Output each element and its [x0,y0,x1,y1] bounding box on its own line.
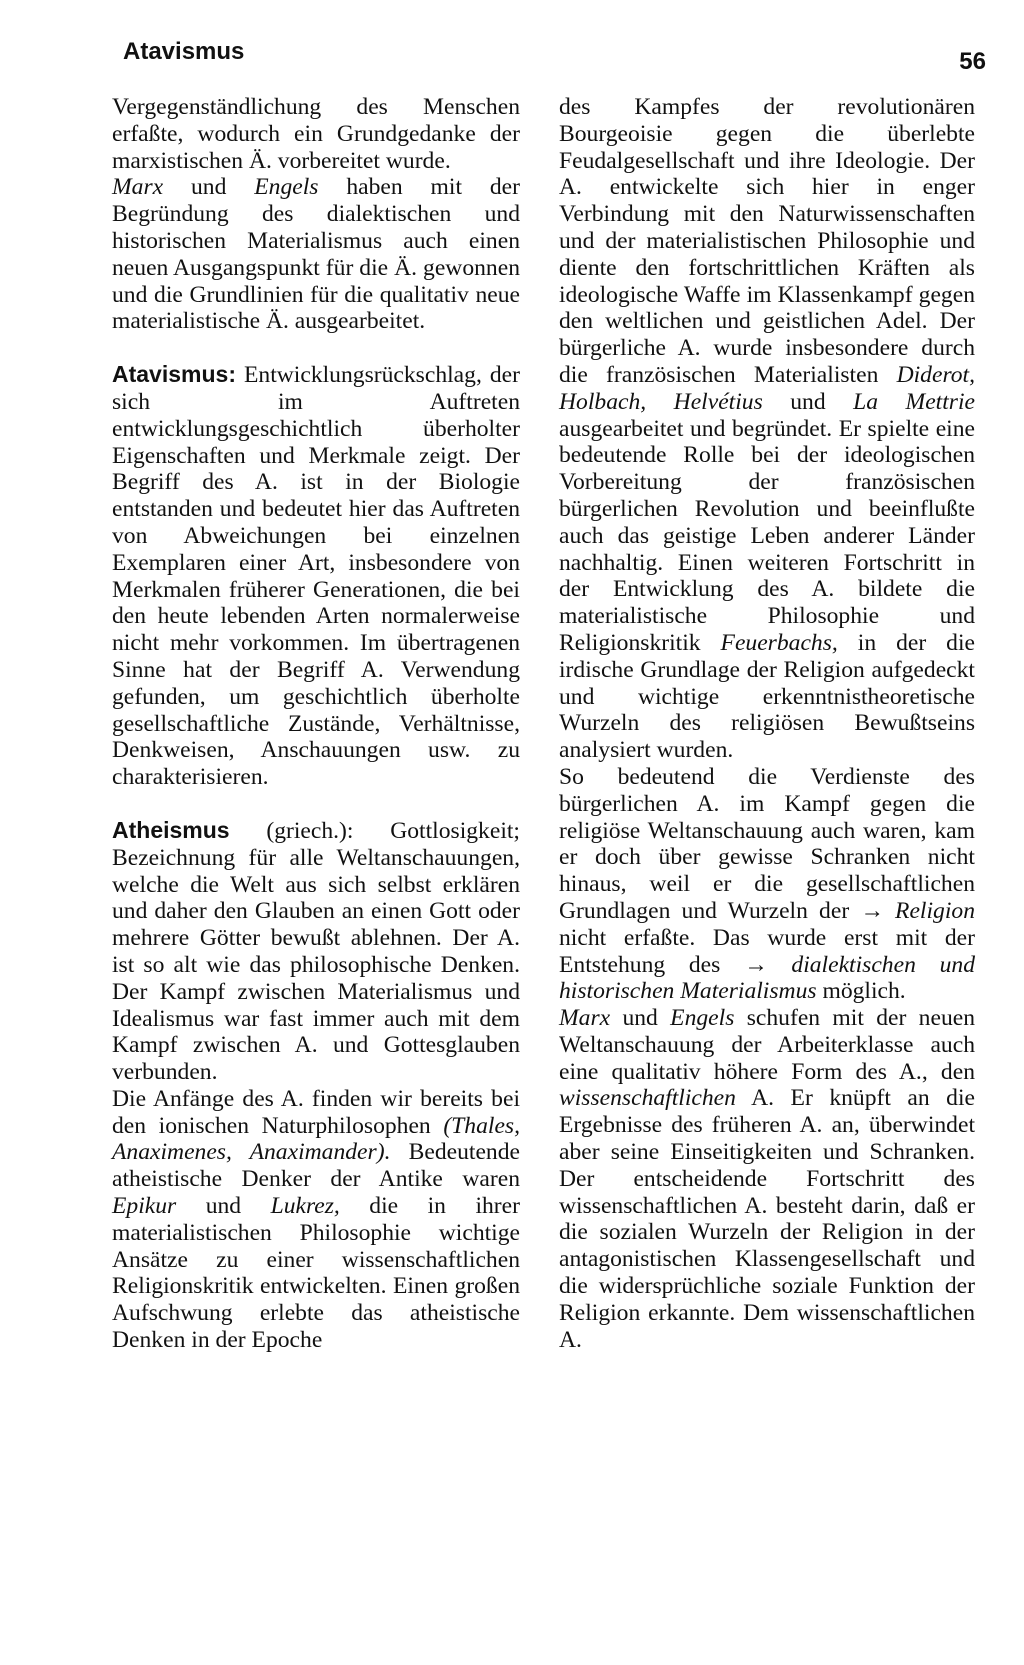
paragraph-anfaenge [112,1086,520,1354]
entry-term-atheismus: Atheismus [112,816,230,843]
text: und [163,174,255,201]
text: Bedeutende atheistische Denker der Antike waren [112,1139,520,1193]
paragraph-marx-engels [112,174,520,335]
name-helvetius: Helvétius [673,388,763,415]
name-engels: Engels [670,1005,735,1032]
text [646,389,674,415]
paragraph-bourgeoisie [559,94,975,764]
term-wissenschaftlichen: wissenschaftlichen [559,1085,736,1112]
name-feuerbach: Feuerbachs, [720,629,838,656]
cross-reference-arrow-icon: → [744,951,768,978]
name-marx: Marx [112,174,164,201]
name-lukrez: Lukrez, [270,1193,340,1220]
name-engels: Engels [254,174,319,201]
text: schufen mit der neuen Weltanschauung der Arbeiterklasse auch eine qualitativ höhere Form des A., den [559,1005,976,1085]
running-head: Atavismus [123,38,245,65]
text: haben mit der Begründung des dialektischen und historischen Materialismus auch einen neuen Ausgangspunkt für die Ä. gewonnen und die Grundlinien für die qualitativ neue materialistische Ä. ausgearbeitet. [112,174,521,335]
entry-text-atheismus: (griech.): Gottlosigkeit; Bezeichnung für alle Weltanschauungen, welche die Welt aus sich selbst erklären und daher den Glauben an einen Gott oder mehrere Götter bewußt ablehnen. Der A. ist so alt wie das philosophische Denken. Der Kampf zwischen Materialismus und Idealismus war fast immer auch mit dem Kampf zwischen A. und Gottesglauben verbunden. [112,817,520,1086]
text: und [610,1005,671,1032]
cross-reference-arrow-icon: → [860,897,884,924]
text: und [176,1193,271,1220]
paragraph-wissenschaftlicher-atheismus [559,1005,975,1353]
cross-reference-religion[interactable]: Religion [883,897,975,924]
text: ausgearbeitet und begründet. Er spielte eine bedeutende Rolle bei der ideologischen Vorbereitung der französischen bürgerlichen Revolution und beeinflußte auch das geistige Leben anderer Länder nachhaltig. Einen weiteren Fortschritt in der Entwicklung des A. bildete die materialistische Philosophie und Religionskritik [559,415,975,656]
names-ionian: (Thales, Anaximenes, Anaximander). [112,1112,520,1166]
cross-reference-materialismus[interactable]: dialektischen und historischen Materialismus [559,951,975,1005]
entry-text-atavismus: Entwicklungsrückschlag, der sich im Auftreten entwicklungsgeschichtlich überholter Eigenschaften und Merkmale zeigt. Der Begriff des A. ist in der Biologie entstanden und bedeutet hier das Auftreten von Abweichungen bei einzelnen Exemplaren einer Art, insbesondere von Merkmalen früherer Generationen, die bei den heute lebenden Arten normalerweise nicht mehr vorkommen. Im übertragenen Sinne hat der Begriff A. Verwendung gefunden, um geschichtlich überholte gesellschaftliche Zustände, Verhältnisse, Denkweisen, Anschauungen usw. zu charakterisieren. [112,362,520,791]
page-number: 56 [959,48,986,75]
name-epikur: Epikur [112,1193,177,1220]
text: und [762,388,854,415]
text: in der die irdische Grundlage der Religion aufgedeckt und wichtige erkenntnistheoretische Wurzeln des religiösen Bewußtseins analysiert wurden. [559,629,975,764]
name-holbach: Holbach, [559,388,647,415]
text: So bedeutend die Verdienste des bürgerlichen A. im Kampf gegen die religiöse Weltanschauung auch waren, kam er doch über gewisse Schranken nicht hinaus, weil er die gesellschaftlichen Grundlagen und Wurzeln der [559,763,975,924]
text: Die Anfänge des A. finden wir bereits bei den ionischen Naturphilosophen [112,1085,520,1139]
entry-atheismus [112,817,520,1086]
text: möglich. [816,978,906,1005]
paragraph-verdienste [559,764,975,1005]
text: die in ihrer materialistischen Philosophie wichtige Ansätze zu einer wissenschaftlichen Religionskritik entwickelten. Einen großen Aufschwung erlebte das atheistische Denken in der Epoche [112,1193,520,1354]
name-marx: Marx [559,1005,611,1032]
entry-term-atavismus: Atavismus: [112,361,236,388]
paragraph-continuation: Vergegenständlichung des Menschen erfaßte, wodurch ein Grundgedanke der marxistischen Ä. vorbereitet wurde. [112,94,520,174]
text: des Kampfes der revolutionären Bourgeoisie gegen die überlebte Feudalgesellschaft und ihre Ideologie. Der A. entwickelte sich hier in enger Verbindung mit den Naturwissenschaften und der materialistischen Philosophie und diente den fortschrittlichen Kräften als ideologische Waffe im Klassenkampf gegen den weltlichen und geistlichen Adel. Der bürgerliche A. wurde insbesondere durch die französischen Materialisten [559,94,975,388]
left-column [112,94,520,1354]
text: A. Er knüpft an die Ergebnisse des früheren A. an, überwindet aber seine Einseitigkeiten und Schranken. Der entscheidende Fortschritt des wissenschaftlichen A. besteht darin, daß er die sozialen Wurzeln der Religion in der antagonistischen Klassengesellschaft und die widersprüchliche soziale Funktion der Religion erkannte. Dem wissenschaftlichen A. [559,1085,975,1353]
name-diderot: Diderot, [896,361,975,388]
text: nicht erfaßte. Das wurde erst mit der Entstehung des [559,924,975,978]
right-column [559,94,975,1353]
entry-atavismus [112,361,520,791]
name-la-mettrie: La Mettrie [853,388,975,415]
